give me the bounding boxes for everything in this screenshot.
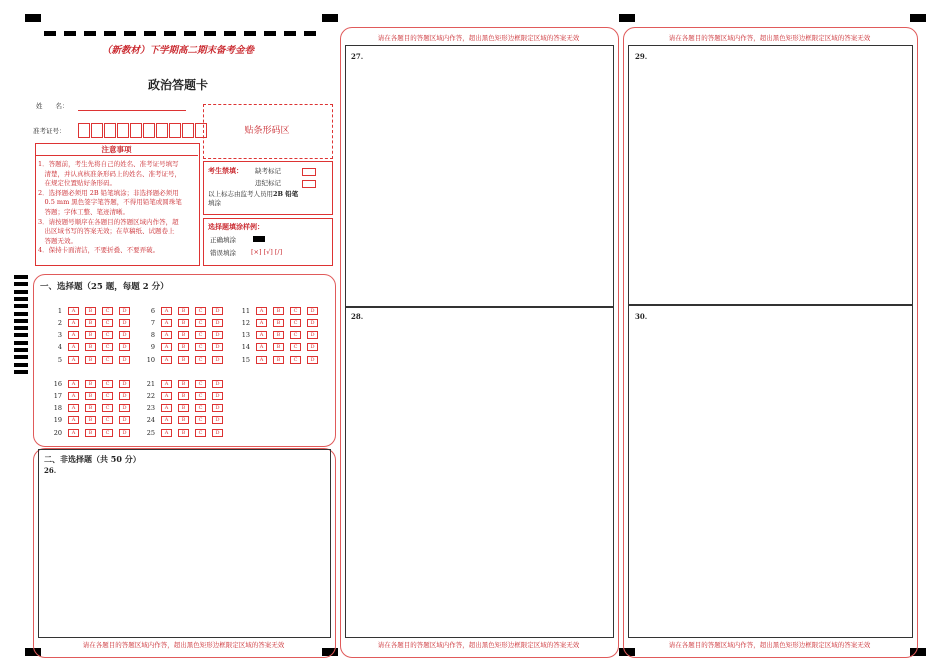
option-bubble-a[interactable]: A xyxy=(161,307,172,315)
option-bubble-c[interactable]: C xyxy=(102,307,113,315)
option-bubble-b[interactable]: B xyxy=(178,307,189,315)
question-number: 18 xyxy=(53,404,62,413)
footer-note-col1: 请在各题目的答题区域内作答，超出黑色矩形边框限定区域的答案无效 xyxy=(82,641,285,649)
question-number: 10 xyxy=(146,355,155,364)
choice-question-row xyxy=(44,404,133,413)
option-bubble-a[interactable]: A xyxy=(68,392,79,400)
notice-line: 1．答题前，考生先将自己的姓名、准考证号填写 xyxy=(38,160,179,168)
option-bubble-c[interactable]: C xyxy=(102,343,113,351)
notice-line: 0.5 mm 黑色签字笔答题，不得用铅笔或圆珠笔 xyxy=(38,198,182,207)
option-bubble-c[interactable]: C xyxy=(195,392,206,400)
option-bubble-d[interactable]: D xyxy=(119,392,130,400)
side-timing-mark xyxy=(14,304,28,308)
notice-line: 答题无效。 xyxy=(38,236,77,245)
forbidden-desc-1: 以上标志由监考人员用 xyxy=(208,190,273,198)
question-number: 6 xyxy=(150,306,155,315)
option-bubble-a[interactable]: A xyxy=(68,319,79,327)
option-bubble-b[interactable]: B xyxy=(178,392,189,400)
option-bubble-c[interactable]: C xyxy=(290,331,301,339)
question-number: 17 xyxy=(53,391,62,400)
question-28-label: 28. xyxy=(351,312,364,321)
option-bubble-a[interactable]: A xyxy=(68,307,79,315)
wrong-fill-label: 错误填涂 xyxy=(210,249,236,257)
option-bubble-d[interactable]: D xyxy=(307,319,318,327)
correct-fill-label: 正确填涂 xyxy=(210,236,236,244)
question-number: 19 xyxy=(53,416,62,425)
id-digit-cell[interactable] xyxy=(91,123,103,138)
forbidden-desc-2: 填涂 xyxy=(208,199,221,208)
question-number: 1 xyxy=(57,306,62,315)
correct-fill-sample xyxy=(253,236,265,242)
header-note-col3: 请在各题目的答题区域内作答，超出黑色矩形边框限定区域的答案无效 xyxy=(668,34,871,42)
footer-note-col2: 请在各题目的答题区域内作答，超出黑色矩形边框限定区域的答案无效 xyxy=(377,641,580,649)
option-bubble-b[interactable]: B xyxy=(178,319,189,327)
choice-question-row xyxy=(137,391,226,400)
option-bubble-a[interactable]: A xyxy=(161,416,172,424)
option-bubble-a[interactable]: A xyxy=(161,404,172,412)
option-bubble-b[interactable]: B xyxy=(85,319,96,327)
corner-mark-tm2 xyxy=(619,14,635,22)
option-bubble-c[interactable]: C xyxy=(195,429,206,437)
answer-box-29[interactable] xyxy=(628,45,913,306)
option-bubble-a[interactable]: A xyxy=(161,331,172,339)
option-bubble-d[interactable]: D xyxy=(307,356,318,364)
question-number: 15 xyxy=(241,355,250,364)
option-bubble-b[interactable]: B xyxy=(273,331,284,339)
notice-line: 清楚，并认真核准条形码上的姓名、准考证号， xyxy=(38,169,181,178)
option-bubble-a[interactable]: A xyxy=(161,319,172,327)
choice-question-row xyxy=(44,318,133,327)
answer-box-26[interactable] xyxy=(38,449,331,638)
option-bubble-a[interactable]: A xyxy=(68,416,79,424)
answer-box-27[interactable] xyxy=(345,45,614,308)
option-bubble-a[interactable]: A xyxy=(68,380,79,388)
option-bubble-d[interactable]: D xyxy=(307,307,318,315)
question-number: 2 xyxy=(57,318,62,327)
option-bubble-c[interactable]: C xyxy=(195,416,206,424)
option-bubble-b[interactable]: B xyxy=(85,392,96,400)
choice-question-row xyxy=(232,355,321,364)
option-bubble-c[interactable]: C xyxy=(102,380,113,388)
option-bubble-a[interactable]: A xyxy=(161,356,172,364)
side-timing-mark xyxy=(14,348,28,352)
id-digit-cell[interactable] xyxy=(143,123,155,138)
notice-line: 出区域书写的答案无效；在草稿纸、试题卷上 xyxy=(38,227,175,236)
choice-question-row xyxy=(137,306,226,315)
answer-box-30[interactable] xyxy=(628,304,913,638)
option-bubble-a[interactable]: A xyxy=(161,392,172,400)
option-bubble-d[interactable]: D xyxy=(119,319,130,327)
option-bubble-b[interactable]: B xyxy=(85,404,96,412)
option-bubble-d[interactable]: D xyxy=(212,331,223,339)
side-timing-mark xyxy=(14,355,28,359)
choice-question-row xyxy=(44,428,133,437)
option-bubble-b[interactable]: B xyxy=(85,429,96,437)
option-bubble-b[interactable]: B xyxy=(273,307,284,315)
side-timing-mark xyxy=(14,275,28,279)
option-bubble-d[interactable]: D xyxy=(119,307,130,315)
option-bubble-d[interactable]: D xyxy=(212,307,223,315)
side-timing-mark xyxy=(14,297,28,301)
fill-example-title: 选择题填涂样例： xyxy=(208,222,264,231)
option-bubble-c[interactable]: C xyxy=(102,356,113,364)
option-bubble-a[interactable]: A xyxy=(68,343,79,351)
option-bubble-d[interactable]: D xyxy=(212,319,223,327)
question-number: 8 xyxy=(150,331,155,340)
option-bubble-b[interactable]: B xyxy=(178,429,189,437)
forbidden-desc-bold: 2B 铅笔 xyxy=(273,190,299,198)
notice-line: 4．保持卡面清洁，不要折叠、不要弄破。 xyxy=(38,246,160,255)
option-bubble-d[interactable]: D xyxy=(212,416,223,424)
id-digit-cell[interactable] xyxy=(104,123,116,138)
option-bubble-c[interactable]: C xyxy=(102,429,113,437)
corner-mark-tr xyxy=(910,14,926,22)
section1-title: 一、选择题（25 题，每题 2 分） xyxy=(40,282,169,292)
option-bubble-b[interactable]: B xyxy=(273,356,284,364)
option-bubble-d[interactable]: D xyxy=(212,392,223,400)
side-timing-mark xyxy=(14,290,28,294)
footer-note-col3: 请在各题目的答题区域内作答，超出黑色矩形边框限定区域的答案无效 xyxy=(668,641,871,649)
option-bubble-c[interactable]: C xyxy=(195,404,206,412)
option-bubble-c[interactable]: C xyxy=(290,307,301,315)
question-number: 3 xyxy=(57,331,62,340)
option-bubble-a[interactable]: A xyxy=(161,380,172,388)
option-bubble-c[interactable]: C xyxy=(102,331,113,339)
option-bubble-d[interactable]: D xyxy=(212,343,223,351)
choice-question-row xyxy=(137,355,226,364)
question-number: 24 xyxy=(146,416,155,425)
option-bubble-c[interactable]: C xyxy=(195,319,206,327)
violation-checkbox[interactable] xyxy=(302,180,316,188)
question-number: 22 xyxy=(146,391,155,400)
forbidden-desc xyxy=(208,190,328,208)
corner-mark-tl xyxy=(25,14,41,22)
option-bubble-d[interactable]: D xyxy=(119,429,130,437)
side-timing-mark xyxy=(14,319,28,323)
option-bubble-d[interactable]: D xyxy=(212,429,223,437)
choice-question-row xyxy=(232,331,321,340)
option-bubble-a[interactable]: A xyxy=(256,331,267,339)
option-bubble-d[interactable]: D xyxy=(307,331,318,339)
barcode-label: 贴条形码区 xyxy=(244,126,290,136)
side-timing-mark xyxy=(14,363,28,367)
id-digit-cell[interactable] xyxy=(78,123,90,138)
notice-line: 答题；字体工整、笔迹清晰。 xyxy=(38,208,129,216)
id-label: 准考证号： xyxy=(33,127,66,135)
header-note-col2: 请在各题目的答题区域内作答，超出黑色矩形边框限定区域的答案无效 xyxy=(377,34,580,42)
notice-line: 在规定位置贴好条形码。 xyxy=(38,179,116,188)
question-number: 5 xyxy=(57,355,62,364)
side-timing-mark xyxy=(14,282,28,286)
option-bubble-d[interactable]: D xyxy=(119,343,130,351)
choice-question-row xyxy=(137,343,226,352)
question-30-label: 30. xyxy=(635,312,648,321)
question-26-label: 26. xyxy=(44,466,57,475)
choice-question-row xyxy=(137,379,226,388)
side-timing-mark xyxy=(14,341,28,345)
choice-question-row xyxy=(137,404,226,413)
notice-line: 2．选择题必须用 2B 铅笔填涂；非选择题必须用 xyxy=(38,188,179,197)
option-bubble-c[interactable]: C xyxy=(102,319,113,327)
absent-checkbox[interactable] xyxy=(302,168,316,176)
option-bubble-b[interactable]: B xyxy=(273,343,284,351)
option-bubble-c[interactable]: C xyxy=(195,343,206,351)
option-bubble-a[interactable]: A xyxy=(256,343,267,351)
option-bubble-d[interactable]: D xyxy=(212,380,223,388)
option-bubble-c[interactable]: C xyxy=(290,319,301,327)
option-bubble-a[interactable]: A xyxy=(256,319,267,327)
question-number: 12 xyxy=(241,318,250,327)
corner-mark-tm xyxy=(322,14,338,22)
option-bubble-b[interactable]: B xyxy=(178,416,189,424)
side-timing-mark xyxy=(14,370,28,374)
question-number: 25 xyxy=(146,428,155,437)
question-number: 14 xyxy=(241,343,250,352)
choice-question-row xyxy=(44,391,133,400)
option-bubble-a[interactable]: A xyxy=(68,429,79,437)
choice-question-row xyxy=(44,331,133,340)
id-digit-cell[interactable] xyxy=(156,123,168,138)
absent-label: 缺考标记 xyxy=(255,167,281,175)
option-bubble-d[interactable]: D xyxy=(212,404,223,412)
id-cells[interactable] xyxy=(78,123,208,138)
option-bubble-d[interactable]: D xyxy=(212,356,223,364)
option-bubble-b[interactable]: B xyxy=(85,307,96,315)
choice-question-row xyxy=(44,416,133,425)
option-bubble-c[interactable]: C xyxy=(195,331,206,339)
wrong-fill-samples: [×] [√] [/] xyxy=(251,248,283,256)
choice-question-row xyxy=(137,416,226,425)
option-bubble-c[interactable]: C xyxy=(195,356,206,364)
option-bubble-b[interactable]: B xyxy=(178,343,189,351)
question-number: 20 xyxy=(53,428,62,437)
option-bubble-a[interactable]: A xyxy=(161,343,172,351)
option-bubble-b[interactable]: B xyxy=(273,319,284,327)
timing-dash-line xyxy=(44,31,316,36)
option-bubble-a[interactable]: A xyxy=(68,404,79,412)
choice-question-row xyxy=(44,306,133,315)
choice-question-row xyxy=(137,428,226,437)
option-bubble-b[interactable]: B xyxy=(85,356,96,364)
option-bubble-b[interactable]: B xyxy=(85,380,96,388)
option-bubble-d[interactable]: D xyxy=(119,380,130,388)
question-number: 23 xyxy=(146,404,155,413)
question-number: 11 xyxy=(241,306,250,315)
option-bubble-a[interactable]: A xyxy=(68,356,79,364)
notice-line: 3．请按题号顺序在各题目的答题区域内作答，超 xyxy=(38,217,179,226)
question-number: 13 xyxy=(241,331,250,340)
option-bubble-c[interactable]: C xyxy=(290,356,301,364)
choice-question-row xyxy=(44,379,133,388)
option-bubble-a[interactable]: A xyxy=(68,331,79,339)
option-bubble-b[interactable]: B xyxy=(178,380,189,388)
question-number: 16 xyxy=(53,379,62,388)
side-timing-mark xyxy=(14,333,28,337)
question-number: 4 xyxy=(57,343,62,352)
option-bubble-d[interactable]: D xyxy=(119,404,130,412)
choice-question-row xyxy=(232,343,321,352)
name-line[interactable] xyxy=(78,110,186,111)
option-bubble-b[interactable]: B xyxy=(85,416,96,424)
choice-question-row xyxy=(44,343,133,352)
exam-title: （新教材）下学期高二期末备考金卷 xyxy=(101,45,254,56)
question-27-label: 27. xyxy=(351,52,364,61)
forbidden-title: 考生禁填： xyxy=(208,166,243,175)
question-29-label: 29. xyxy=(635,52,648,61)
option-bubble-c[interactable]: C xyxy=(195,307,206,315)
option-bubble-d[interactable]: D xyxy=(119,416,130,424)
option-bubble-b[interactable]: B xyxy=(178,331,189,339)
option-bubble-c[interactable]: C xyxy=(102,392,113,400)
id-digit-cell[interactable] xyxy=(182,123,194,138)
choice-question-row xyxy=(44,355,133,364)
option-bubble-d[interactable]: D xyxy=(307,343,318,351)
name-label: 姓 名： xyxy=(36,102,69,110)
option-bubble-c[interactable]: C xyxy=(102,416,113,424)
option-bubble-d[interactable]: D xyxy=(119,331,130,339)
choice-question-row xyxy=(137,331,226,340)
choice-question-row xyxy=(232,306,321,315)
option-bubble-c[interactable]: C xyxy=(102,404,113,412)
choice-question-row xyxy=(137,318,226,327)
side-timing-mark xyxy=(14,312,28,316)
violation-label: 违纪标记 xyxy=(255,179,281,187)
section2-title: 二、非选择题（共 50 分） xyxy=(44,454,141,464)
option-bubble-a[interactable]: A xyxy=(256,356,267,364)
id-digit-cell[interactable] xyxy=(130,123,142,138)
card-title: 政治答题卡 xyxy=(147,78,208,92)
side-timing-mark xyxy=(14,326,28,330)
option-bubble-b[interactable]: B xyxy=(85,343,96,351)
answer-box-28[interactable] xyxy=(345,306,614,638)
option-bubble-b[interactable]: B xyxy=(178,356,189,364)
id-digit-cell[interactable] xyxy=(169,123,181,138)
id-digit-cell[interactable] xyxy=(117,123,129,138)
option-bubble-a[interactable]: A xyxy=(161,429,172,437)
option-bubble-c[interactable]: C xyxy=(290,343,301,351)
option-bubble-c[interactable]: C xyxy=(195,380,206,388)
question-number: 7 xyxy=(150,318,155,327)
question-number: 21 xyxy=(146,379,155,388)
question-number: 9 xyxy=(150,343,155,352)
choice-question-row xyxy=(232,318,321,327)
option-bubble-b[interactable]: B xyxy=(85,331,96,339)
option-bubble-b[interactable]: B xyxy=(178,404,189,412)
notice-title: 注意事项 xyxy=(35,144,198,156)
option-bubble-d[interactable]: D xyxy=(119,356,130,364)
option-bubble-a[interactable]: A xyxy=(256,307,267,315)
